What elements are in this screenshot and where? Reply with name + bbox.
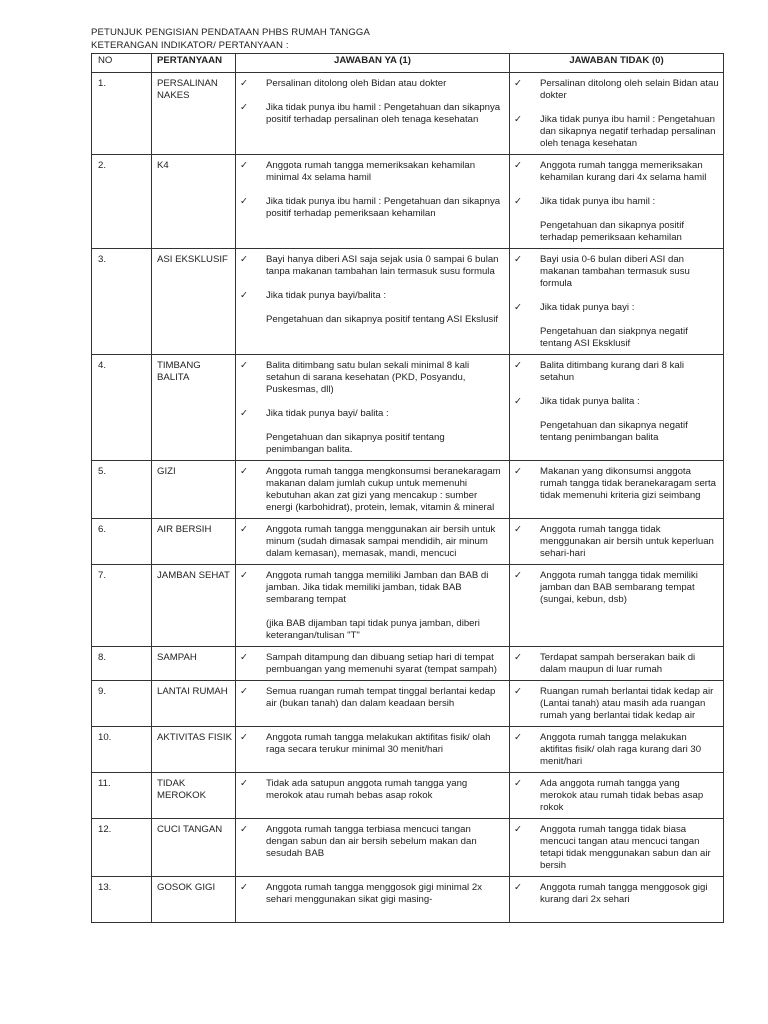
table-row — [92, 877, 724, 923]
answer-no-item-text: Anggota rumah tangga melakukan aktifitas fisik/ olah raga kurang dari 30 menit/hari — [540, 732, 702, 767]
answer-yes-item-text: Jika tidak punya ibu hamil : Pengetahuan dan sikapnya positif terhadap pemeriksaan kehamilan — [266, 196, 501, 219]
answer-no-cell — [510, 877, 724, 923]
answer-yes-cell — [236, 461, 510, 519]
column-header-yes: JAWABAN YA (1) — [236, 54, 510, 73]
table-row — [92, 727, 724, 773]
check-mark-icon: ✓ — [514, 778, 522, 789]
check-mark-icon: ✓ — [514, 570, 522, 581]
answer-no-item-text: Jika tidak punya ibu hamil : — [540, 196, 656, 207]
table-row — [92, 819, 724, 877]
answer-no-cell — [510, 355, 724, 461]
check-mark-icon: ✓ — [240, 196, 248, 207]
row-question: PERSALINAN NAKES — [152, 73, 236, 155]
row-number: 1. — [92, 73, 152, 155]
document-header — [91, 27, 370, 52]
answer-no-item — [514, 824, 719, 872]
document-subtitle: KETERANGAN INDIKATOR/ PERTANYAAN : — [91, 39, 289, 51]
answer-yes-cell — [236, 565, 510, 647]
answer-yes-cell — [236, 681, 510, 727]
answer-yes-item-text: Sampah ditampung dan dibuang setiap hari di tempat pembuangan yang memenuhi syarat (tempat sampah) — [266, 652, 497, 675]
row-question: GOSOK GIGI — [152, 877, 236, 923]
check-mark-icon: ✓ — [514, 114, 522, 125]
answer-no-item — [514, 160, 719, 184]
answer-yes-item-text: Persalinan ditolong oleh Bidan atau dokter — [266, 78, 447, 89]
answer-no-cell — [510, 647, 724, 681]
answer-yes-item — [240, 78, 505, 90]
answer-yes-item — [240, 290, 505, 302]
answer-yes-item-text: Bayi hanya diberi ASI saja sejak usia 0 sampai 6 bulan tanpa makanan tambahan lain termasuk susu formula — [266, 254, 499, 277]
table-row — [92, 73, 724, 155]
answer-yes-item-text: Anggota rumah tangga menggunakan air bersih untuk minum (sudah dimasak sampai mendidih, air minum dalam kemasan), memasak, mandi, mencuci — [266, 524, 496, 559]
table-row — [92, 565, 724, 647]
check-mark-icon: ✓ — [240, 254, 248, 265]
document-title: PETUNJUK PENGISIAN PENDATAAN PHBS RUMAH TANGGA — [91, 27, 370, 38]
answer-no-item-text: Terdapat sampah berserakan baik di dalam maupun di luar rumah — [540, 652, 696, 675]
answer-no-cell — [510, 519, 724, 565]
answer-yes-item — [240, 254, 505, 278]
answer-no-item-text: Jika tidak punya ibu hamil : Pengetahuan dan sikapnya negatif terhadap persalinan oleh tenaga kesehatan — [540, 114, 716, 149]
answer-yes-item-text: Jika tidak punya bayi/balita : — [266, 290, 386, 301]
answer-no-note: Pengetahuan dan siakpnya negatif tentang ASI Eksklusif — [540, 326, 688, 349]
answer-yes-item-text: Tidak ada satupun anggota rumah tangga yang merokok atau rumah bebas asap rokok — [266, 778, 468, 801]
answer-no-item-text: Anggota rumah tangga tidak biasa mencuci tangan atau mencuci tangan tetapi tidak menggunakan sabun dan air bersih — [540, 824, 711, 871]
answer-no-cell — [510, 819, 724, 877]
answer-yes-item-text: Anggota rumah tangga menggosok gigi minimal 2x sehari menggunakan sikat gigi masing- — [266, 882, 482, 905]
answer-yes-cell — [236, 877, 510, 923]
row-question: AKTIVITAS FISIK — [152, 727, 236, 773]
table-row — [92, 355, 724, 461]
table-row — [92, 461, 724, 519]
table-row — [92, 681, 724, 727]
row-question: K4 — [152, 155, 236, 249]
answer-yes-item — [240, 466, 505, 514]
answer-no-item-text: Jika tidak punya balita : — [540, 396, 640, 407]
answer-no-item — [514, 302, 719, 314]
check-mark-icon: ✓ — [240, 160, 248, 171]
table-header-row — [92, 54, 724, 73]
answer-yes-item-text: Semua ruangan rumah tempat tinggal berlantai kedap air (bukan tanah) dan dalam keadaan bersih — [266, 686, 496, 709]
check-mark-icon: ✓ — [240, 408, 248, 419]
row-question: SAMPAH — [152, 647, 236, 681]
answer-no-cell — [510, 73, 724, 155]
answer-yes-item-text: Jika tidak punya bayi/ balita : — [266, 408, 389, 419]
answer-no-item-text: Ruangan rumah berlantai tidak kedap air (Lantai tanah) atau masih ada ruangan rumah yang berlantai tidak kedap air — [540, 686, 714, 721]
answer-yes-item — [240, 882, 505, 906]
check-mark-icon: ✓ — [240, 570, 248, 581]
answer-no-item-text: Anggota rumah tangga tidak memiliki jamban dan BAB sembarang tempat (sungai, kebun, dsb) — [540, 570, 698, 605]
answer-yes-note: Pengetahuan dan sikapnya positif tentang penimbangan balita. — [266, 432, 445, 455]
check-mark-icon: ✓ — [514, 524, 522, 535]
answer-yes-item-text: Anggota rumah tangga terbiasa mencuci tangan dengan sabun dan air bersih sebelum makan dan sesudah BAB — [266, 824, 477, 859]
answer-no-item-text: Bayi usia 0-6 bulan diberi ASI dan makanan tambahan termasuk susu formula — [540, 254, 690, 289]
answer-yes-item — [240, 360, 505, 396]
table-row — [92, 519, 724, 565]
column-header-no-answer: JAWABAN TIDAK (0) — [510, 54, 724, 73]
row-number: 6. — [92, 519, 152, 565]
check-mark-icon: ✓ — [240, 360, 248, 371]
answer-yes-item — [240, 160, 505, 184]
answer-no-item — [514, 652, 719, 676]
answer-yes-item — [240, 102, 505, 126]
answer-no-cell — [510, 773, 724, 819]
check-mark-icon: ✓ — [240, 732, 248, 743]
check-mark-icon: ✓ — [240, 778, 248, 789]
answer-yes-item-text: Balita ditimbang satu bulan sekali minimal 8 kali setahun di sarana kesehatan (PKD, Posyandu, Puskesmas, dll) — [266, 360, 470, 395]
row-number: 7. — [92, 565, 152, 647]
answer-no-cell — [510, 461, 724, 519]
answer-yes-cell — [236, 819, 510, 877]
check-mark-icon: ✓ — [240, 290, 248, 301]
check-mark-icon: ✓ — [514, 652, 522, 663]
check-mark-icon: ✓ — [240, 102, 248, 113]
check-mark-icon: ✓ — [514, 686, 522, 697]
row-number: 5. — [92, 461, 152, 519]
row-number: 8. — [92, 647, 152, 681]
check-mark-icon: ✓ — [514, 466, 522, 477]
answer-no-item — [514, 524, 719, 560]
answer-no-item — [514, 882, 719, 906]
answer-no-item — [514, 732, 719, 768]
check-mark-icon: ✓ — [514, 302, 522, 313]
row-number: 13. — [92, 877, 152, 923]
row-question: GIZI — [152, 461, 236, 519]
check-mark-icon: ✓ — [514, 254, 522, 265]
answer-no-note: Pengetahuan dan sikapnya positif terhadap pemeriksaan kehamilan — [540, 220, 685, 243]
column-header-question: PERTANYAAN — [152, 54, 236, 73]
answer-yes-cell — [236, 773, 510, 819]
answer-no-item-text: Makanan yang dikonsumsi anggota rumah tangga tidak beranekaragam serta tidak memenuhi kriteria gizi seimbang — [540, 466, 716, 501]
answer-yes-cell — [236, 249, 510, 355]
answer-yes-item-text: Anggota rumah tangga memiliki Jamban dan BAB di jamban. Jika tidak memiliki jamban, tidak BAB sembarang tempat — [266, 570, 489, 605]
answer-no-item-text: Anggota rumah tangga menggosok gigi kurang dari 2x sehari — [540, 882, 708, 905]
row-number: 11. — [92, 773, 152, 819]
row-question: AIR BERSIH — [152, 519, 236, 565]
row-question: TIMBANG BALITA — [152, 355, 236, 461]
table-row — [92, 647, 724, 681]
answer-no-item-text: Persalinan ditolong oleh selain Bidan atau dokter — [540, 78, 719, 101]
answer-yes-cell — [236, 355, 510, 461]
row-question: JAMBAN SEHAT — [152, 565, 236, 647]
answer-yes-item-text: Jika tidak punya ibu hamil : Pengetahuan dan sikapnya positif terhadap persalinan oleh tenaga kesehatan — [266, 102, 501, 125]
answer-yes-item — [240, 732, 505, 756]
answer-yes-item-text: Anggota rumah tangga memeriksakan kehamilan minimal 4x selama hamil — [266, 160, 476, 183]
row-question: TIDAK MEROKOK — [152, 773, 236, 819]
row-number: 3. — [92, 249, 152, 355]
check-mark-icon: ✓ — [240, 78, 248, 89]
answer-no-note: Pengetahuan dan sikapnya negatif tentang penimbangan balita — [540, 420, 688, 443]
answer-yes-item — [240, 686, 505, 710]
row-number: 9. — [92, 681, 152, 727]
column-header-no: NO — [92, 54, 152, 73]
answer-no-item — [514, 466, 719, 502]
check-mark-icon: ✓ — [240, 652, 248, 663]
check-mark-icon: ✓ — [240, 882, 248, 893]
answer-yes-cell — [236, 519, 510, 565]
answer-yes-cell — [236, 73, 510, 155]
answer-yes-item-text: Anggota rumah tangga melakukan aktifitas fisik/ olah raga secara terukur minimal 30 menit/hari — [266, 732, 491, 755]
answer-yes-item — [240, 524, 505, 560]
answer-no-item-text: Anggota rumah tangga memeriksakan kehamilan kurang dari 4x selama hamil — [540, 160, 707, 183]
answer-no-item — [514, 570, 719, 606]
answer-no-item-text: Anggota rumah tangga tidak menggunakan air bersih untuk keperluan sehari-hari — [540, 524, 714, 559]
answer-no-item — [514, 686, 719, 722]
check-mark-icon: ✓ — [240, 524, 248, 535]
check-mark-icon: ✓ — [514, 160, 522, 171]
check-mark-icon: ✓ — [514, 196, 522, 207]
answer-yes-cell — [236, 155, 510, 249]
answer-no-item — [514, 778, 719, 814]
answer-no-cell — [510, 155, 724, 249]
answer-no-item — [514, 360, 719, 384]
row-question: ASI EKSKLUSIF — [152, 249, 236, 355]
answer-no-cell — [510, 681, 724, 727]
row-question: LANTAI RUMAH — [152, 681, 236, 727]
answer-no-cell — [510, 249, 724, 355]
check-mark-icon: ✓ — [514, 78, 522, 89]
check-mark-icon: ✓ — [514, 360, 522, 371]
table-row — [92, 155, 724, 249]
answer-yes-item — [240, 196, 505, 220]
indicator-table — [91, 53, 724, 923]
check-mark-icon: ✓ — [514, 824, 522, 835]
answer-no-item — [514, 254, 719, 290]
check-mark-icon: ✓ — [240, 824, 248, 835]
answer-no-item — [514, 114, 719, 150]
answer-yes-note: (jika BAB dijamban tapi tidak punya jamban, diberi keterangan/tulisan "T" — [266, 618, 480, 641]
row-question: CUCI TANGAN — [152, 819, 236, 877]
answer-no-item-text: Jika tidak punya bayi : — [540, 302, 635, 313]
check-mark-icon: ✓ — [240, 686, 248, 697]
row-number: 12. — [92, 819, 152, 877]
answer-yes-cell — [236, 727, 510, 773]
answer-no-item-text: Ada anggota rumah tangga yang merokok atau rumah tidak bebas asap rokok — [540, 778, 704, 813]
answer-yes-item — [240, 824, 505, 860]
answer-yes-note: Pengetahuan dan sikapnya positif tentang ASI Ekslusif — [266, 314, 499, 325]
row-number: 4. — [92, 355, 152, 461]
answer-yes-item — [240, 652, 505, 676]
table-row — [92, 773, 724, 819]
check-mark-icon: ✓ — [240, 466, 248, 477]
check-mark-icon: ✓ — [514, 732, 522, 743]
answer-yes-item — [240, 570, 505, 606]
answer-yes-cell — [236, 647, 510, 681]
answer-no-item — [514, 196, 719, 208]
answer-yes-item — [240, 778, 505, 802]
answer-no-cell — [510, 565, 724, 647]
row-number: 2. — [92, 155, 152, 249]
check-mark-icon: ✓ — [514, 882, 522, 893]
answer-no-cell — [510, 727, 724, 773]
row-number: 10. — [92, 727, 152, 773]
answer-yes-item-text: Anggota rumah tangga mengkonsumsi beranekaragam makanan dalam jumlah cukup untuk memenuhi kebutuhan akan zat gizi yang mencakup : sumber energi (karbohidrat), protein, lemak, vitamin & mineral — [266, 466, 501, 513]
table-row — [92, 249, 724, 355]
check-mark-icon: ✓ — [514, 396, 522, 407]
answer-no-item — [514, 396, 719, 408]
answer-no-item-text: Balita ditimbang kurang dari 8 kali setahun — [540, 360, 684, 383]
answer-yes-item — [240, 408, 505, 420]
answer-no-item — [514, 78, 719, 102]
